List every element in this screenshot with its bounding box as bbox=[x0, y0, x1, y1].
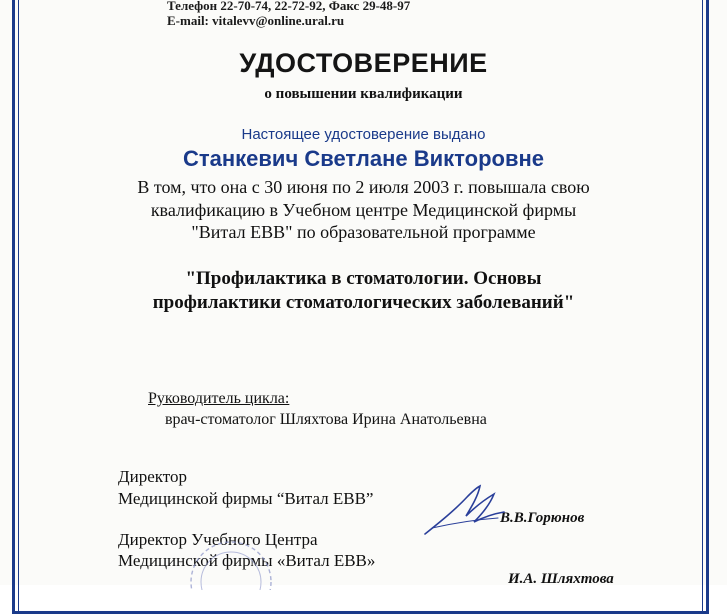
handwritten-signature-icon bbox=[420, 482, 510, 542]
issued-statement: Настоящее удостоверение выдано bbox=[241, 126, 486, 143]
signatory-title-line: Директор Учебного Центра bbox=[118, 530, 318, 549]
cycle-leader-label: Руководитель цикла: bbox=[148, 390, 290, 407]
certificate-title: УДОСТОВЕРЕНИЕ bbox=[239, 48, 488, 78]
signatory-title-line: Медицинской фирмы “Витал ЕВВ” bbox=[118, 489, 374, 508]
signatory-title-line: Медицинской фирмы «Витал ЕВВ» bbox=[118, 551, 376, 570]
contact-phone-line: Телефон 22-70-74, 22-72-92, Факс 29-48-97 bbox=[167, 0, 411, 13]
signer-name: И.А. Шляхтова bbox=[508, 571, 614, 587]
cycle-leader-name: врач-стоматолог Шляхтова Ирина Анатольевна bbox=[165, 411, 487, 428]
body-line: квалификацию в Учебном центре Медицинской фирмы bbox=[150, 200, 577, 220]
official-stamp-icon bbox=[186, 520, 276, 590]
signatory-title-line: Директор bbox=[118, 467, 187, 486]
certificate-subtitle: о повышении квалификации bbox=[264, 86, 463, 102]
signer-name: В.В.Горюнов bbox=[500, 510, 585, 526]
body-line: В том, что она с 30 июня по 2 июля 2003 г. повышала свою bbox=[137, 177, 590, 197]
contact-email-line: E-mail: vitalevv@online.ural.ru bbox=[167, 13, 345, 28]
body-line: "Витал ЕВВ" по образовательной программе bbox=[191, 222, 536, 242]
program-title-line: "Профилактика в стоматологии. Основы bbox=[185, 268, 542, 289]
program-title-line: профилактики стоматологических заболеваний" bbox=[152, 292, 575, 313]
recipient-name: Станкевич Светлане Викторовне bbox=[182, 146, 545, 171]
